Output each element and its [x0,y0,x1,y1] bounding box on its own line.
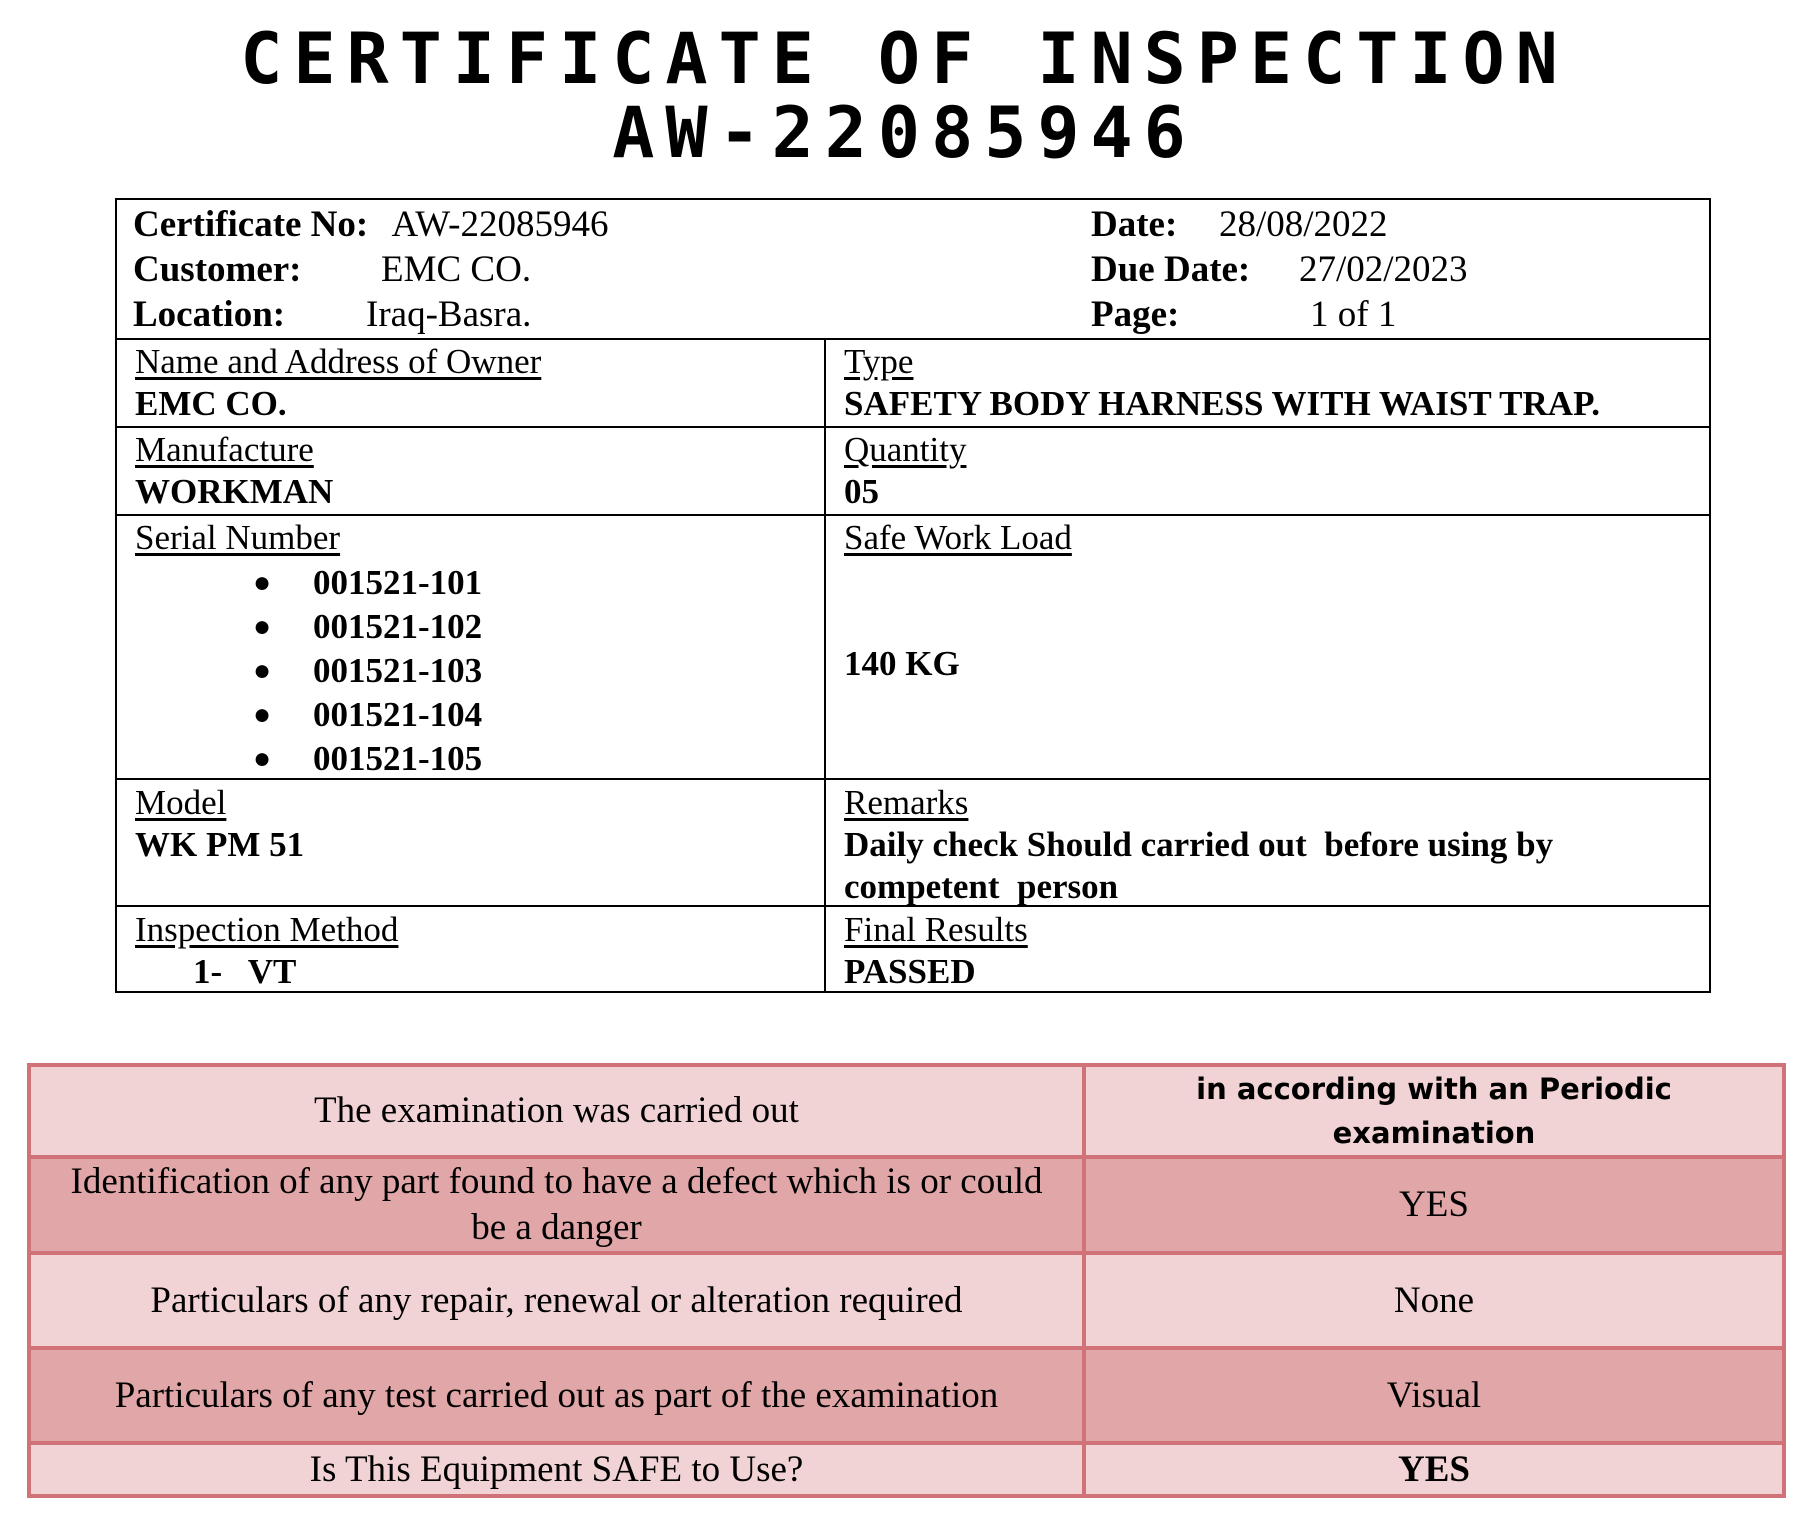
location-value: Iraq-Basra. [366,294,532,335]
remarks-value: Daily check Should carried out before using by [844,825,1554,864]
table-row [29,1065,1784,1157]
swl-value: 140 KG [844,644,960,683]
bullet-icon: ● [253,610,272,643]
customer-label: Customer: [133,249,302,290]
quantity-value: 05 [844,472,879,511]
type-value: SAFETY BODY HARNESS WITH WAIST TRAP. [844,384,1600,423]
table-row [29,1348,1784,1443]
model-label: Model [135,783,227,822]
date-value: 28/08/2022 [1219,204,1388,245]
exam-question: Particulars of any repair, renewal or alteration required [29,1253,1084,1348]
swl-label: Safe Work Load [844,518,1072,557]
exam-answer: Visual [1084,1348,1784,1443]
table-row [29,1253,1784,1348]
examination-table [27,1063,1786,1498]
due-date-value: 27/02/2023 [1299,249,1468,290]
quantity-cell [826,429,1711,513]
quantity-label: Quantity [844,430,967,469]
page-value: 1 of 1 [1310,294,1397,335]
row-divider [117,514,1709,516]
list-item [135,693,824,737]
customer-value: EMC CO. [381,249,532,290]
row-divider [117,426,1709,428]
location-label: Location: [133,294,286,335]
manufacture-cell [117,429,824,513]
exam-question: The examination was carried out [29,1065,1084,1157]
manufacture-value: WORKMAN [135,472,334,511]
results-value: PASSED [844,952,976,991]
exam-question: Particulars of any test carried out as part of the examination [29,1348,1084,1443]
certificate-no-value: AW-22085946 [391,204,609,245]
model-value: WK PM 51 [135,825,305,864]
list-item [135,649,824,693]
list-item [135,605,824,649]
certificate-no-label: Certificate No: [133,204,369,245]
exam-answer: YES [1084,1157,1784,1253]
results-label: Final Results [844,910,1028,949]
exam-question: Identification of any part found to have a defect which is or could be a danger [29,1157,1084,1253]
remarks-value: competent person [844,867,1119,906]
serial-number: 001521-102 [313,607,483,646]
type-cell [826,341,1711,425]
serial-cell [117,517,824,781]
serial-number: 001521-104 [313,695,483,734]
exam-question: Is This Equipment SAFE to Use? [29,1443,1084,1496]
page-label: Page: [1091,294,1180,335]
bullet-icon: ● [253,654,272,687]
manufacture-label: Manufacture [135,430,314,469]
model-cell [117,782,824,866]
bullet-icon: ● [253,566,272,599]
serial-number: 001521-101 [313,563,483,602]
certificate-title [0,18,1809,174]
list-item [135,737,824,781]
remarks-cell [826,782,1711,908]
type-label: Type [844,342,914,381]
owner-label: Name and Address of Owner [135,342,542,381]
remarks-label: Remarks [844,783,969,822]
table-row [29,1443,1784,1496]
certificate-table [115,198,1711,993]
date-label: Date: [1091,204,1178,245]
list-item [135,561,824,605]
serial-label: Serial Number [135,518,341,557]
exam-answer: None [1084,1253,1784,1348]
table-row [29,1157,1784,1253]
swl-cell [826,517,1711,685]
bullet-icon: ● [253,742,272,775]
serial-number: 001521-103 [313,651,483,690]
bullet-icon: ● [253,698,272,731]
title-line-2: AW-22085946 [612,92,1197,174]
certificate-header [117,200,1709,340]
method-value: 1- VT [193,952,297,991]
exam-answer: YES [1084,1443,1784,1496]
method-label: Inspection Method [135,910,399,949]
exam-answer: in according with an Periodic examination [1084,1065,1784,1157]
owner-value: EMC CO. [135,384,287,423]
method-cell [117,909,824,993]
owner-cell [117,341,824,425]
serial-number: 001521-105 [313,739,483,778]
results-cell [826,909,1711,993]
title-line-1: CERTIFICATE OF INSPECTION [240,18,1569,100]
serial-list [135,561,824,781]
due-date-label: Due Date: [1091,249,1251,290]
